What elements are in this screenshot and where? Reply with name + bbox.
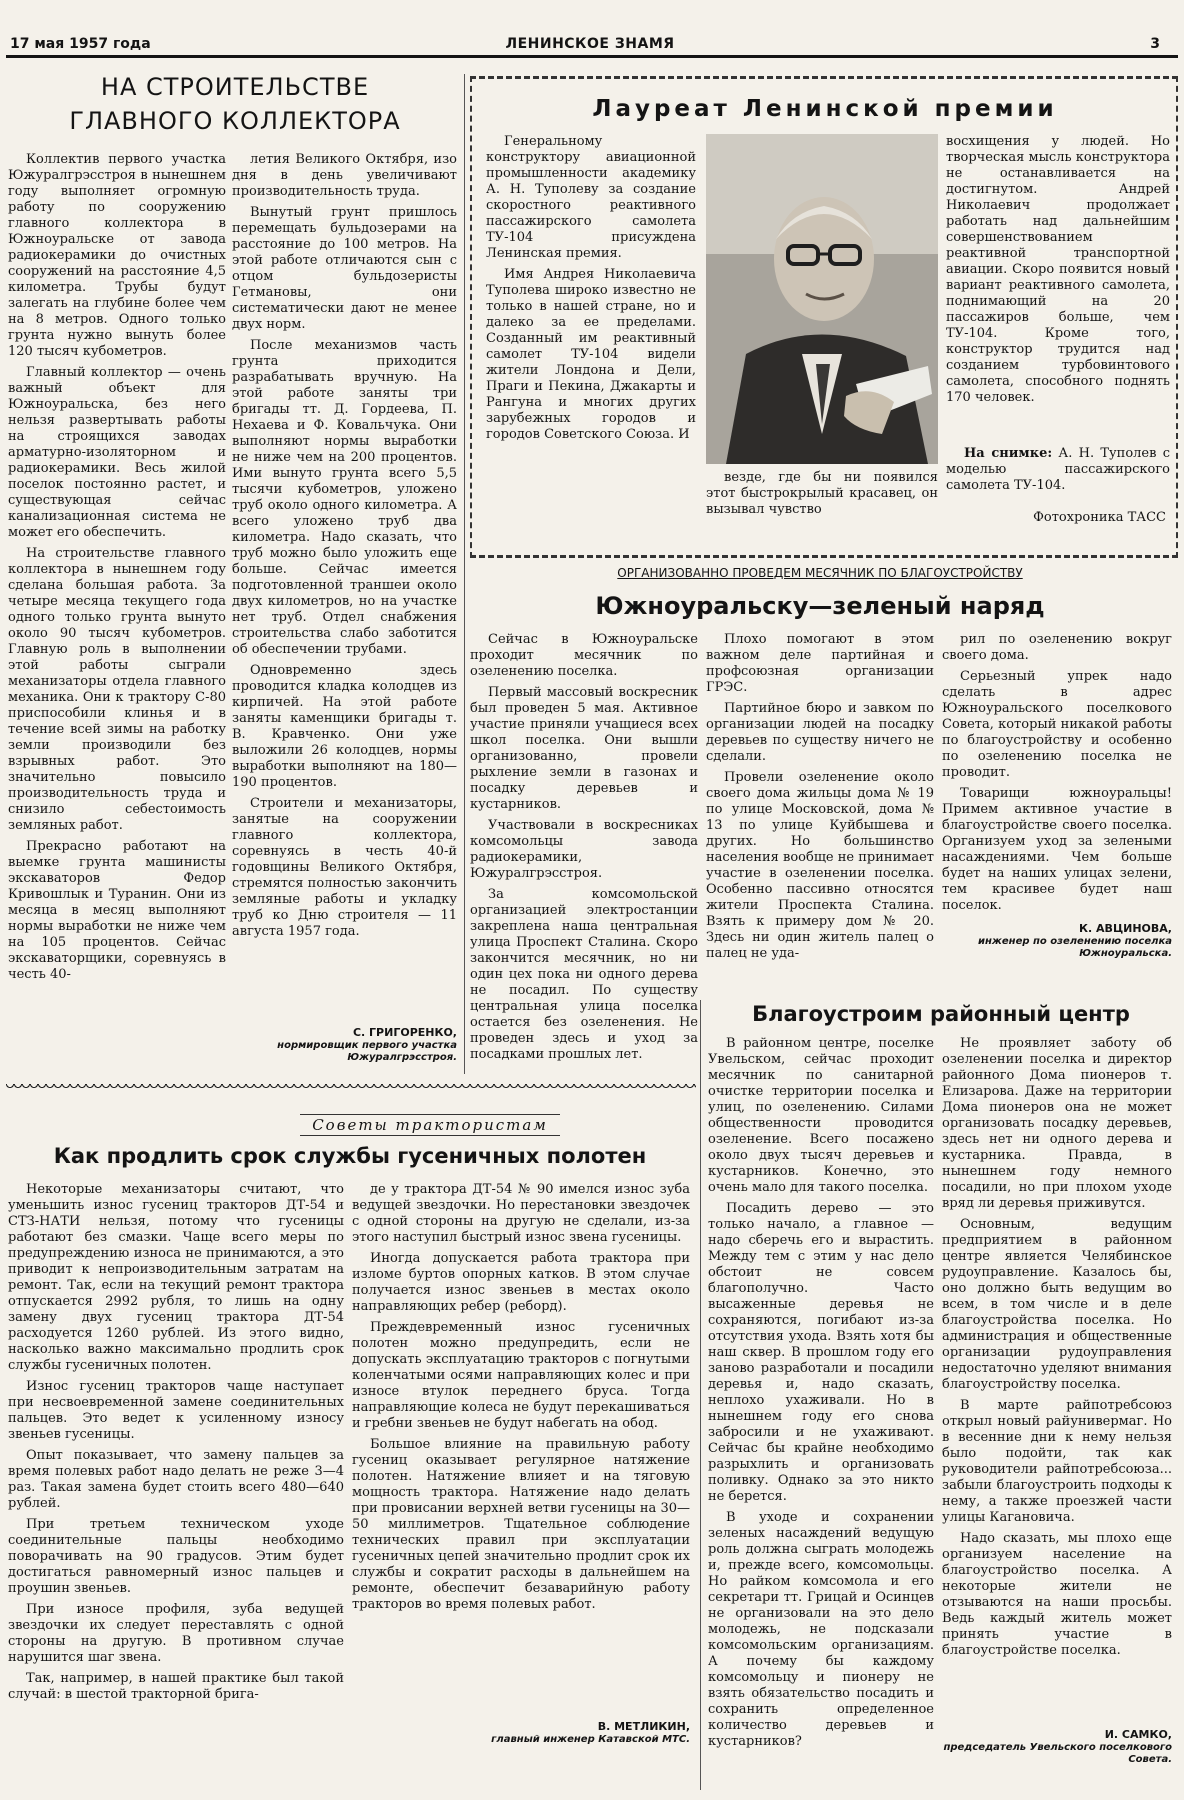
greening-author: К. АВЦИНОВА, <box>1079 922 1172 935</box>
collector-paragraph: Строители и механизаторы, занятые на сооружении главного коллектора, соревнуясь в честь 40-й годовщины Великого Октября, стремятся полностью закончить земляные работы и укладку труб ко Дню строителя — 11 августа 1957 года. <box>232 796 457 939</box>
collector-paragraph: Главный коллектор — очень важный объект для Южноуральска, без него нельзя развертывать работы на строящихся заводах арматурно-изоляторном и радиокерамики. Весь жилой поселок постоянно растет, и существующая сейчас канализационная система не может его обеспечить. <box>8 365 226 540</box>
center-paragraph: В уходе и сохранении зеленых насаждений ведущую роль должна сыграть молодежь и, прежде всего, комсомольцы. Но райком комсомола и его секретари тт. Грицай и Осинцев не организовали на это дело молодежь, не подсказали комсомольским организациям. А почему бы каждому комсомольцу и пионеру не взять обязательство посадить и сохранить определенное количество деревьев и кустарников? <box>708 1510 934 1749</box>
collector-paragraph: На строительстве главного коллектора в нынешнем году сделана большая работа. За четыре месяца текущего года одного только грунта вынуто около 90 тысяч кубометров. Главную роль в выполнении этой работы сыграли механизаторы отдела главного механика. Они к трактору С-80 приспособили клинья и в течение всей зимы на работку земли производили без взрывных работ. Это значительно повысило производительность труда и снизило себестоимость земляных работ. <box>8 546 226 833</box>
center-paragraph: В районном центре, поселке Увельском, сейчас проходит месячник по санитарной очистке территории поселка и улиц, по озеленению. Силами общественности проводится озеленение. Всего посажено около двух тысяч деревьев и кустарников. Конечно, это очень мало для такого поселка. <box>708 1036 934 1195</box>
center-author-position: председатель Увельского поселкового Совета. <box>943 1742 1172 1765</box>
greening-paragraph: Партийное бюро и завком по организации людей на посадку деревьев по существу ничего не сделали. <box>706 701 934 764</box>
greening-paragraph: Товарищи южноуральцы! Примем активное участие в благоустройстве своего поселка. Организуем уход за зелеными насаждениями. Чем больше будет на наших улицах зелени, тем красивее будет наш поселок. <box>942 786 1172 912</box>
laureate-column-1 <box>486 134 696 554</box>
greening-column-1 <box>470 632 698 1072</box>
collector-column-2 <box>232 152 457 1022</box>
greening-paragraph: Первый массовый воскресник был проведен 5 мая. Активное участие приняли учащиеся всех школ поселка. Они вышли организованно, провели рыхление земли в газонах и посадку деревьев и кустарников. <box>470 685 698 812</box>
tractor-column-2 <box>352 1182 690 1692</box>
masthead-paper-name: ЛЕНИНСКОЕ ЗНАМЯ <box>505 36 675 52</box>
center-divider <box>700 1000 701 1790</box>
greening-column-3 <box>942 632 1172 912</box>
tractor-author: В. МЕТЛИКИН, <box>597 1720 690 1733</box>
collector-author-position: нормировщик первого участка Южуралгрэсстроя. <box>277 1040 457 1063</box>
center-signature <box>942 1728 1172 1766</box>
laureate-paragraph: Имя Андрея Николаевича Туполева широко известно не только в нашей стране, но и далеко за ее пределами. Созданный им реактивный самолет ТУ-104 видели жители Лондона и Дели, Праги и Пекина, Джакарты и Рангуна и многих других зарубежных городов и городов Советского Союза. И <box>486 267 696 442</box>
collector-signature <box>232 1026 457 1064</box>
collector-paragraph: После механизмов часть грунта приходится разрабатывать вручную. На этой работе заняты три бригады тт. Д. Гордеева, П. Нехаева и Ф. Ковальчука. Они выполняют нормы выработки не ниже чем на 200 процентов. Ими вынуто грунта всего 5,5 тысячи кубометров, уложено труб около одного километра. А всего уложено труб два километра. Надо сказать, что труб можно было уложить еще больше. Сейчас имеется подготовленной траншеи около двух километров, но на участке нет труб. Отдел снабжения строительства слабо заботится об обеспечении трубами. <box>232 338 457 657</box>
tractor-column-1 <box>8 1182 344 1788</box>
greening-author-position: инженер по озеленению поселка Южноуральска. <box>978 936 1172 959</box>
collector-title-line1: НА СТРОИТЕЛЬСТВЕ <box>100 73 370 101</box>
photo-credit: Фотохроника ТАСС <box>1033 510 1166 525</box>
laureate-under-photo: везде, где бы ни появился этот быстрокрылый красавец, он вызывал чувство <box>706 470 938 517</box>
collector-paragraph: Вынутый грунт пришлось перемещать бульдозерами на расстояние до 100 метров. На этой работе отличаются сын с отцом бульдозеристы Гетмановы, они систематически дают не менее двух норм. <box>232 205 457 332</box>
greening-paragraph: рил по озеленению вокруг своего дома. <box>942 632 1172 663</box>
section-separator <box>6 1084 696 1092</box>
tractor-title: Как продлить срок службы гусеничных полотен <box>53 1144 647 1168</box>
tractor-paragraph: При износе профиля, зуба ведущей звездочки их следует переставлять с одной стороны на другую. В противном случае нарушится шаг звена. <box>8 1602 344 1665</box>
tractor-paragraph: Большое влияние на правильную работу гусениц оказывает регулярное натяжение полотен. Натяжение влияет и на тяговую мощность трактора. Натяжение надо делать при провисании верхней ветви гусеницы на 30—50 миллиметров. Тщательное соблюдение технических правил при эксплуатации гусеничных цепей значительно продлит срок их службы и сократит расходы в дальнейшем на ремонте, обеспечит безаварийную работу тракторов во время полевых работ. <box>352 1437 690 1612</box>
center-paragraph: Надо сказать, мы плохо еще организуем население на благоустройство поселка. А некоторые жители не отзываются на наши просьбы. Ведь каждый житель может принять участие в благоустройстве поселка. <box>942 1531 1172 1658</box>
tupolev-photo-icon <box>706 134 938 464</box>
collector-title-line2: ГЛАВНОГО КОЛЛЕКТОРА <box>69 107 401 135</box>
center-column-2 <box>942 1036 1172 1706</box>
tupolev-portrait-icon <box>706 134 938 464</box>
tractor-paragraph: При третьем техническом уходе соединительные пальцы необходимо поворачивать на 90 градусов. Этим будет достигаться равномерный износ пальцев и проушин звеньев. <box>8 1517 344 1596</box>
caption-label: На снимке: <box>964 446 1053 461</box>
tractor-paragraph: Опыт показывает, что замену пальцев за время полевых работ надо делать не реже 3—4 раз. Такая замена будет стоить всего 480—640 рублей. <box>8 1448 344 1511</box>
caption-text: А. Н. Туполев с моделью пассажирского самолета ТУ-104. <box>946 446 1170 493</box>
greening-title: Южноуральску—зеленый наряд <box>595 592 1045 620</box>
center-column-1 <box>708 1036 934 1786</box>
greening-paragraph: Провели озеленение около своего дома жильцы дома № 19 по улице Московской, дома № 13 по улице Куйбышева и других. Но большинство населения вообще не принимает участие в озеленении поселка. Особенно пассивно относятся жители Проспекта Сталина. Взять к примеру дом № 20. Здесь ни один житель палец о палец не уда- <box>706 770 934 961</box>
center-paragraph: Посадить дерево — это только начало, а главное — надо сберечь его и вырастить. Между тем с этим у нас дело обстоит не совсем благополучно. Часто высаженные деревья не сохраняются, погибают из-за отсутствия ухода. Взять хотя бы наш сквер. В прошлом году его заново разработали и посадили деревья и, надо сказать, неплохо ухаживали. Но в нынешнем году его снова забросили и не ухаживают. Сейчас бы крайне необходимо разрыхлить и организовать поливку. Однако за это никто не берется. <box>708 1201 934 1504</box>
masthead-date: 17 мая 1957 года <box>10 36 151 52</box>
collector-paragraph: летия Великого Октября, изо дня в день увеличивают производительность труда. <box>232 152 457 199</box>
tractor-signature <box>352 1720 690 1746</box>
tractor-author-position: главный инженер Катавской МТС. <box>491 1734 690 1745</box>
greening-paragraph: Сейчас в Южноуральске проходит месячник по озеленению поселка. <box>470 632 698 679</box>
tractor-paragraph: Износ гусениц тракторов чаще наступает при несвоевременной замене соединительных пальцев. Это ведет к усиленному износу звеньев гусеницы. <box>8 1379 344 1442</box>
center-paragraph: Основным, ведущим предприятием в районном центре является Челябинское рудоуправление. Казалось бы, оно должно быть ведущим во всем, в том числе и в деле благоустройства поселка. Но администрация и общественные организации рудоуправления недостаточно уделяют внимания благоустройству поселка. <box>942 1217 1172 1392</box>
collector-column-1 <box>8 152 226 1072</box>
collector-author: С. ГРИГОРЕНКО, <box>352 1026 457 1039</box>
greening-rubric: ОРГАНИЗОВАННО ПРОВЕДЕМ МЕСЯЧНИК ПО БЛАГОУСТРОЙСТВУ <box>617 566 1023 580</box>
center-paragraph: Не проявляет заботу об озеленении поселка и директор районного Дома пионеров т. Елизарова. Даже на территории Дома пионеров она не может организовать посадку деревьев, здесь нет ни одного дерева и кустарника. Правда, в нынешнем году немного посадили, но при плохом уходе вряд ли деревья приживутся. <box>942 1036 1172 1211</box>
greening-paragraph: Плохо помогают в этом важном деле партийная и профсоюзная организации ГРЭС. <box>706 632 934 695</box>
greening-paragraph: Участвовали в воскресниках комсомольцы завода радиокерамики, Южуралгрэсстроя. <box>470 818 698 881</box>
masthead-page-number: 3 <box>1150 36 1160 52</box>
tractor-paragraph: Так, например, в нашей практике был такой случай: в шестой тракторной брига- <box>8 1671 344 1702</box>
greening-paragraph: Серьезный упрек надо сделать в адрес Южноуральского поселкового Совета, который никакой работы по благоустройству и особенно по озеленению поселка не проводит. <box>942 669 1172 780</box>
tractor-paragraph: Иногда допускается работа трактора при изломе буртов опорных катков. В этом случае получается износ звеньев в местах около направляющих ребер (реборд). <box>352 1251 690 1314</box>
laureate-photo-caption <box>946 446 1170 506</box>
laureate-column-3: восхищения у людей. Но творческая мысль конструктора не останавливается на достигнутом. Андрей Николаевич продолжает работать над дальнейшим совершенствованием реактивной транспортной авиации. Скоро появится новый вариант реактивного самолета, поднимающий на 20 пассажиров больше, чем ТУ-104. Кроме того, конструктор трудится над созданием турбовинтового самолета, способного поднять 170 человек. <box>946 134 1170 405</box>
greening-paragraph: За комсомольской организацией электростанции закреплена наша центральная улица Проспект Сталина. Скоро закончится месячник, но ни один цех пока ни одного дерева не посадил. По существу центральная улица поселка остается без озеленения. Не проведен здесь и уход за посадками прошлых лет. <box>470 887 698 1062</box>
greening-signature <box>942 922 1172 960</box>
center-author: И. САМКО, <box>1104 1728 1172 1741</box>
center-title: Благоустроим районный центр <box>752 1002 1130 1026</box>
center-paragraph: В марте райпотребсоюз открыл новый райунивермаг. Но в весенние дни к нему нельзя было подойти, так как руководители райпотребсоюза... забыли благоустроить подходы к нему, а также проезжей части улицы Кагановича. <box>942 1398 1172 1525</box>
tractor-rubric: Советы трактористам <box>312 1116 548 1134</box>
tractor-paragraph: Преждевременный износ гусеничных полотен можно предупредить, если не допускать эксплуатацию тракторов с погнутыми коленчатыми осями направляющих колес и при износе втулок переднего бруса. Тогда направляющие колеса не будут перекашиваться и гребни звеньев не будут набегать на обод. <box>352 1320 690 1431</box>
tractor-paragraph: де у трактора ДТ-54 № 90 имелся износ зуба ведущей звездочки. Но перестановки звездочек с одной стороны на другую не сделали, из-за этого наступил быстрый износ звена гусеницы. <box>352 1182 690 1245</box>
collector-paragraph: Коллектив первого участка Южуралгрэсстроя в нынешнем году выполняет огромную работу по сооружению главного коллектора в Южноуральске от завода радиокерамики до очистных сооружений на расстояние 4,5 километра. Трубы будут залегать на глубине более чем на 8 метров. Одного только грунта нужно вынуть более 120 тысяч кубометров. <box>8 152 226 359</box>
column-divider <box>464 74 465 1074</box>
collector-paragraph: Одновременно здесь проводится кладка колодцев из кирпичей. На этой работе заняты каменщики бригады т. В. Кравченко. Они уже выложили 26 колодцев, нормы выработки выполняют на 180—190 процентов. <box>232 663 457 790</box>
tractor-paragraph: Некоторые механизаторы считают, что уменьшить износ гусениц тракторов ДТ-54 и СТЗ-НАТИ нельзя, потому что гусеницы работают без смазки. Чаще всего меры по предупреждению износа не принимаются, а это приводит к непроизводительным затратам на ремонт. Так, если на текущий ремонт трактора отпускается 2992 рубля, то лишь на одну замену двух гусениц трактора ДТ-54 расходуется 1260 рублей. Из этого видно, насколько важно максимально продлить срок службы гусеничных полотен. <box>8 1182 344 1373</box>
collector-paragraph: Прекрасно работают на выемке грунта машинисты экскаваторов Федор Кривошлык и Туранин. Они из месяца в месяц выполняют нормы выработки не ниже чем на 105 процентов. Сейчас экскаваторщики, соревнуясь в честь 40- <box>8 839 226 982</box>
greening-column-2 <box>706 632 934 992</box>
masthead-rule <box>6 55 1178 58</box>
laureate-paragraph: Генеральному конструктору авиационной промышленности академику А. Н. Туполеву за создание скоростного реактивного пассажирского самолета ТУ-104 присуждена Ленинская премия. <box>486 134 696 261</box>
laureate-title: Лауреат Ленинской премии <box>592 96 1058 122</box>
